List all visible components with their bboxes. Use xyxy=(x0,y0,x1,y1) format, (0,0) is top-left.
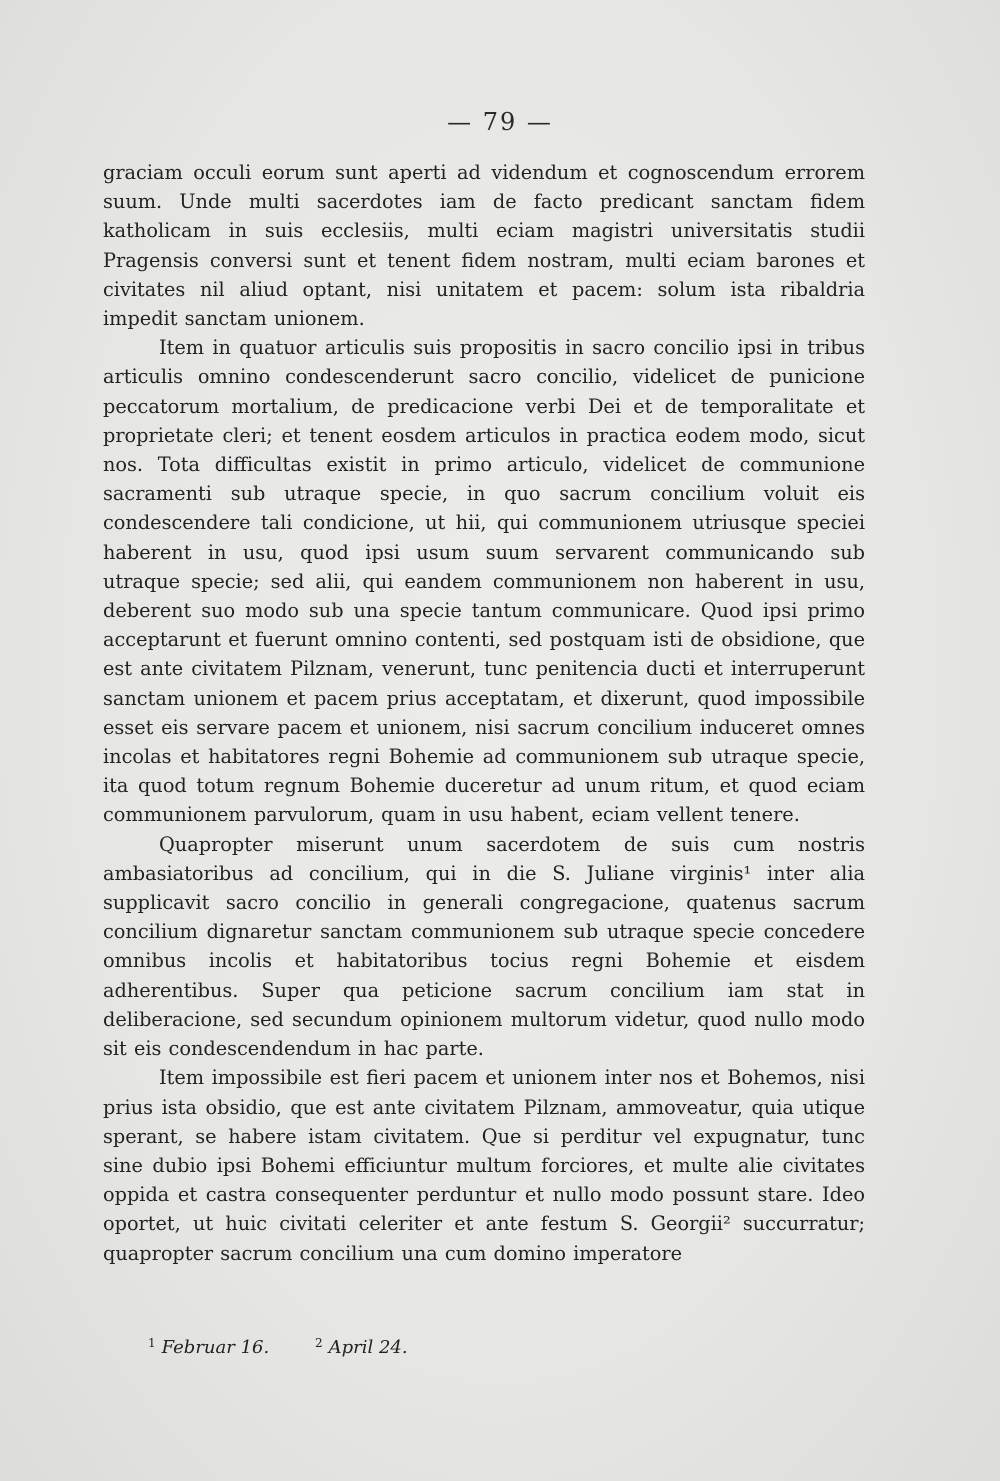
footnote xyxy=(148,1336,269,1358)
paragraph: graciam occuli eorum sunt aperti ad videndum et cognoscendum errorem suum. Unde multi sacerdotes iam de facto predicant sanctam fidem katholicam in suis ecclesiis, multi eciam magistri universitatis studii Pragensis conversi sunt et tenent fidem nostram, multi eciam barones et civitates nil aliud optant, nisi unitatem et pacem: solum ista ribaldria impedit sanctam unionem. xyxy=(103,161,865,331)
footnote xyxy=(315,1336,408,1358)
footnote-text: Februar 16. xyxy=(161,1337,270,1358)
main-text xyxy=(103,158,865,1268)
footnote-mark: 2 xyxy=(314,1336,323,1350)
paragraph: Item impossibile est fieri pacem et unionem inter nos et Bohemos, nisi prius ista obsidio, que est ante civitatem Pilznam, ammoveatur, quia utique sperant, se habere istam civitatem. Que si perditur vel expugnatur, tunc sine dubio ipsi Bohemi efficiuntur multum forciores, et multe alie civitates oppida et castra consequenter perduntur et nullo modo possunt stare. Ideo oportet, ut huic civitati celeriter et ante festum S. Georgii² succurratur; quapropter sacrum concilium una cum domino imperatore xyxy=(103,1066,865,1265)
footnote-mark: 1 xyxy=(148,1336,156,1350)
page-number: — 79 — xyxy=(447,108,553,136)
paragraph: Item in quatuor articulis suis propositis in sacro concilio ipsi in tribus articulis omnino condescenderunt sacro concilio, videlicet de punicione peccatorum mortalium, de predicacione verbi Dei et de temporalitate et proprietate cleri; et tenent eosdem articulos in practica eodem modo, sicut nos. Tota difficultas existit in primo articulo, videlicet de communione sacramenti sub utraque specie, in quo sacrum concilium voluit eis condescendere tali condicione, ut hii, qui communionem utriusque speciei haberent in usu, quod ipsi usum suum servarent communicando sub utraque specie; sed alii, qui eandem communionem non haberent in usu, deberent suo modo sub una specie tantum communicare. Quod ipsi primo acceptarunt et fuerunt omnino contenti, sed postquam isti de obsidione, que est ante civitatem Pilznam, venerunt, tunc penitencia ducti et interruperunt sanctam unionem et pacem prius acceptatam, et dixerunt, quod impossibile esset eis servare pacem et unionem, nisi sacrum concilium induceret omnes incolas et habitatores regni Bohemie ad communionem sub utraque specie, ita quod totum regnum Bohemie duceretur ad unum ritum, et quod eciam communionem parvulorum, quam in usu habent, eciam vellent tenere. xyxy=(103,336,865,827)
footnote-text: April 24. xyxy=(328,1337,408,1358)
footnotes xyxy=(148,1336,448,1358)
paragraph: Quapropter miserunt unum sacerdotem de suis cum nostris ambasiatoribus ad concilium, qui in die S. Juliane virginis¹ inter alia supplicavit sacro concilio in generali congregacione, quatenus sacrum concilium dignaretur sanctam communionem sub utraque specie concedere omnibus incolis et habitatoribus tocius regni Bohemie et eisdem adherentibus. Super qua peticione sacrum concilium iam stat in deliberacione, sed secundum opinionem multorum videtur, quod nullo modo sit eis condescendendum in hac parte. xyxy=(103,832,865,1061)
